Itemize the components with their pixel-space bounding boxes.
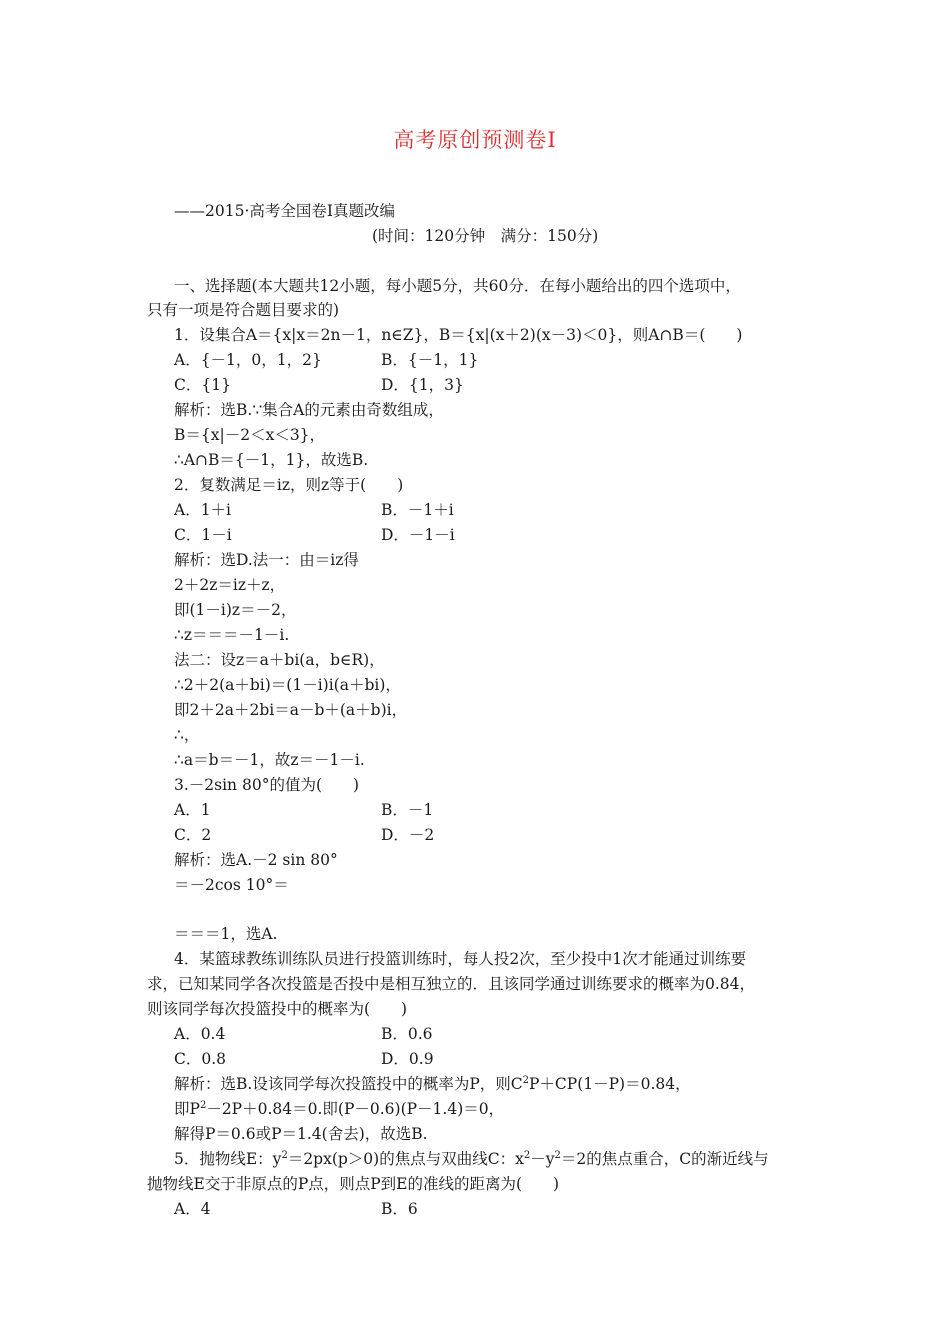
q4-solution-line [174, 1074, 691, 1094]
section-header-line-2: 只有一项是符合题目要求的) [147, 301, 340, 319]
q3-option-c: C．2 [174, 826, 212, 844]
q4-option-c: C．0.8 [174, 1050, 227, 1068]
q4-option-b: B．0.6 [381, 1025, 433, 1043]
q2-solution-line: ∴z＝＝＝－1－i. [174, 626, 290, 644]
q3-option-d: D．－2 [381, 826, 435, 844]
q1-stem: 1．设集合A＝{x|x＝2n－1，n∈Z}，B＝{x|(x＋2)(x－3)＜0}，则A∩B＝( ) [174, 326, 743, 344]
q1-solution-line: B＝{x|－2＜x＜3}， [174, 426, 326, 444]
section-header-line-1: 一、选择题(本大题共12小题，每小题5分，共60分．在每小题给出的四个选项中， [174, 277, 741, 295]
q3-solution-line: 解析：选A.－2 sin 80° [174, 851, 338, 869]
q5-stem-text: －y [530, 1150, 555, 1168]
q2-solution-line: 解析：选D.法一：由＝iz得 [174, 551, 359, 569]
q4-solution-text: －2P＋0.84＝0.即(P－0.6)(P－1.4)＝0， [206, 1100, 505, 1118]
q4-solution-line [174, 1099, 504, 1119]
q4-stem-line: 则该同学每次投篮投中的概率为( ) [147, 1000, 408, 1018]
q2-solution-line: ∴a＝b＝－1，故z＝－1－i. [174, 751, 365, 769]
q5-option-a: A．4 [174, 1200, 211, 1218]
superscript: 2 [522, 1074, 529, 1086]
q2-option-d: D．－1－i [381, 526, 455, 544]
superscript: 2 [523, 1149, 531, 1161]
q4-solution-text: 即P [174, 1100, 200, 1118]
q3-option-b: B．－1 [381, 801, 434, 819]
q3-solution-line: ＝－2cos 10°＝ [174, 876, 289, 894]
q2-solution-line: ∴， [174, 726, 200, 744]
q1-option-a: A．{－1，0，1，2} [174, 351, 322, 369]
source-note: ——2015·高考全国卷Ⅰ真题改编 [174, 202, 395, 220]
q2-solution-line: ∴2＋2(a＋bi)＝(1－i)i(a＋bi)， [174, 676, 401, 694]
q2-solution-line: 法二：设z＝a＋bi(a，b∈R)， [174, 651, 385, 669]
q2-option-a: A．1＋i [174, 501, 232, 519]
q1-solution-line: ∴A∩B＝{－1，1}，故选B. [174, 451, 369, 469]
q2-solution-line: 即2＋2a＋2bi＝a－b＋(a＋b)i， [174, 701, 408, 719]
q2-stem: 2．复数满足＝iz，则z等于( ) [174, 476, 404, 494]
page-title: 高考原创预测卷Ⅰ [393, 128, 557, 152]
superscript: 2 [281, 1149, 288, 1161]
q1-option-c: C．{1} [174, 376, 231, 394]
q2-solution-line: 2＋2z＝iz＋z， [174, 576, 286, 594]
q2-option-c: C．1－i [174, 526, 232, 544]
q3-option-a: A．1 [174, 801, 211, 819]
q1-solution-line: 解析：选B.∵集合A的元素由奇数组成， [174, 401, 444, 419]
q5-stem-line [174, 1149, 769, 1169]
q5-option-b: B．6 [381, 1200, 418, 1218]
q4-option-a: A．0.4 [174, 1025, 226, 1043]
q4-stem-line: 求，已知某同学各次投篮是否投中是相互独立的．且该同学通过训练要求的概率为0.84， [147, 975, 756, 993]
q4-solution-text: 解析：选B.设该同学每次投篮投中的概率为P，则C [174, 1075, 523, 1093]
superscript: 2 [199, 1099, 207, 1111]
q3-solution-line: ＝＝＝1，选A. [174, 925, 278, 943]
q2-option-b: B．－1＋i [381, 501, 454, 519]
q5-stem-text: ＝2的焦点重合，C的渐近线与 [560, 1150, 769, 1168]
q5-stem-text: 5．抛物线E：y [174, 1150, 282, 1168]
q5-stem-line: 抛物线E交于非原点的P点，则点P到E的准线的距离为( ) [147, 1175, 560, 1193]
q4-stem-line: 4．某篮球教练训练队员进行投篮训练时，每人投2次，至少投中1次才能通过训练要 [174, 950, 747, 968]
q5-stem-text: ＝2px(p＞0)的焦点与双曲线C：x [287, 1150, 524, 1168]
q4-solution-line: 解得P＝0.6或P＝1.4(舍去)，故选B. [174, 1125, 428, 1143]
time-info: (时间：120分钟 满分：150分) [372, 227, 599, 245]
superscript: 2 [554, 1149, 561, 1161]
q4-option-d: D．0.9 [381, 1050, 434, 1068]
q1-option-d: D．{1，3} [381, 376, 464, 394]
q2-solution-line: 即(1－i)z＝－2， [174, 601, 297, 619]
q3-stem: 3.－2sin 80°的值为( ) [174, 776, 360, 794]
q1-option-b: B．{－1，1} [381, 351, 479, 369]
q4-solution-text: P＋CP(1－P)＝0.84， [528, 1075, 691, 1093]
